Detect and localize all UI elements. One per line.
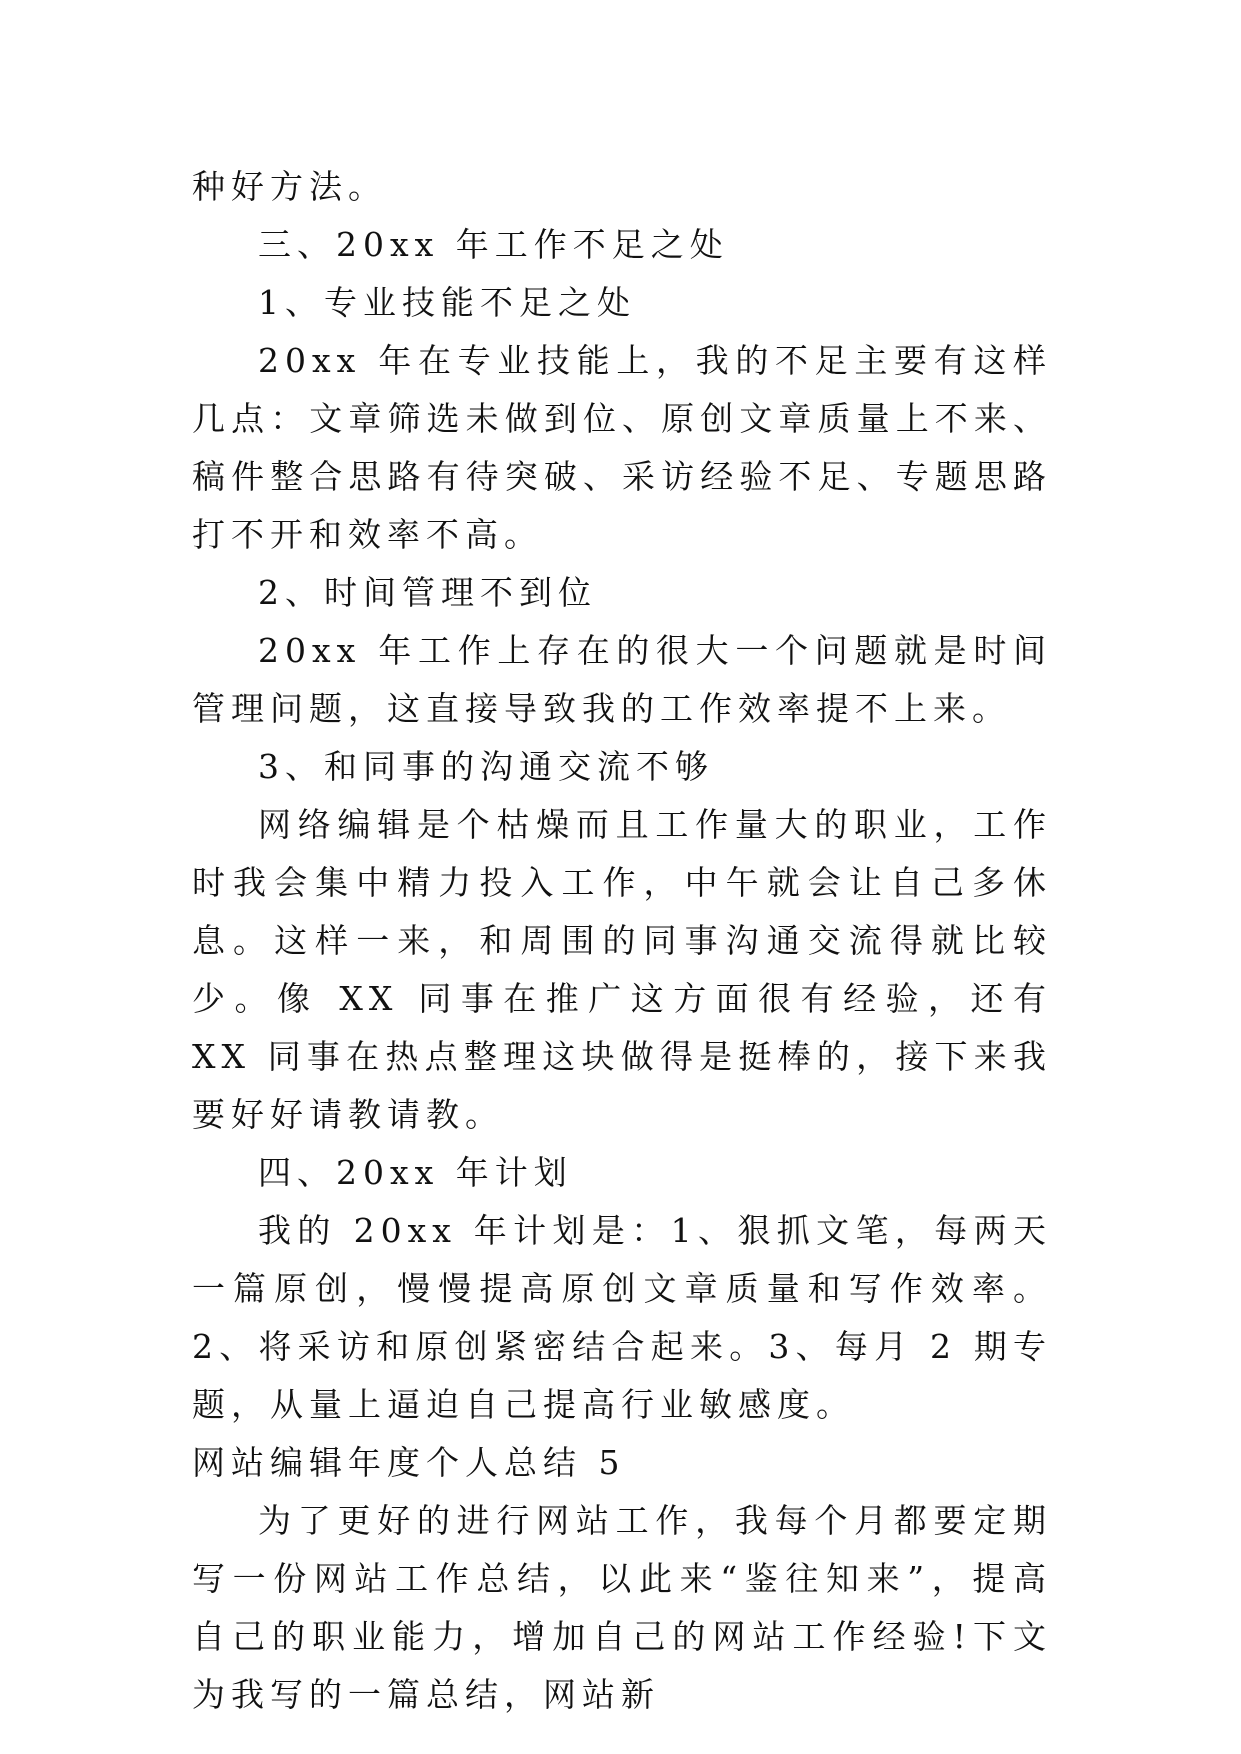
subheading-time-management: 2、时间管理不到位 <box>258 573 597 612</box>
section-heading-plan: 四、20xx 年计划 <box>258 1153 573 1192</box>
paragraph-skills: 20xx 年在专业技能上，我的不足主要有这样几点：文章筛选未做到位、原创文章质量上不来、稿件整合思路有待突破、采访经验不足、专题思路打不开和效率不高。 <box>192 341 1052 554</box>
subheading-skills: 1、专业技能不足之处 <box>258 283 636 322</box>
paragraph-time-management: 20xx 年工作上存在的很大一个问题就是时间管理问题，这直接导致我的工作效率提不上来。 <box>192 631 1052 728</box>
document-body <box>192 158 1052 1724</box>
paragraph-communication: 网络编辑是个枯燥而且工作量大的职业，工作时我会集中精力投入工作，中午就会让自己多休息。这样一来，和周围的同事沟通交流得就比较少。像 XX 同事在推广这方面很有经验，还有 XX 同事在热点整理这块做得是挺棒的，接下来我要好好请教请教。 <box>192 805 1052 1134</box>
article-title: 网站编辑年度个人总结 5 <box>192 1443 626 1482</box>
paragraph-continuation: 种好方法。 <box>192 167 387 206</box>
paragraph-intro: 为了更好的进行网站工作，我每个月都要定期写一份网站工作总结，以此来“鉴往知来”，提高自己的职业能力，增加自己的网站工作经验!下文为我写的一篇总结，网站新 <box>192 1501 1052 1714</box>
paragraph-plan: 我的 20xx 年计划是：1、狠抓文笔，每两天一篇原创，慢慢提高原创文章质量和写作效率。2、将采访和原创紧密结合起来。3、每月 2 期专题，从量上逼迫自己提高行业敏感度。 <box>192 1211 1052 1424</box>
subheading-communication: 3、和同事的沟通交流不够 <box>258 747 714 786</box>
section-heading-shortcomings: 三、20xx 年工作不足之处 <box>258 225 729 264</box>
